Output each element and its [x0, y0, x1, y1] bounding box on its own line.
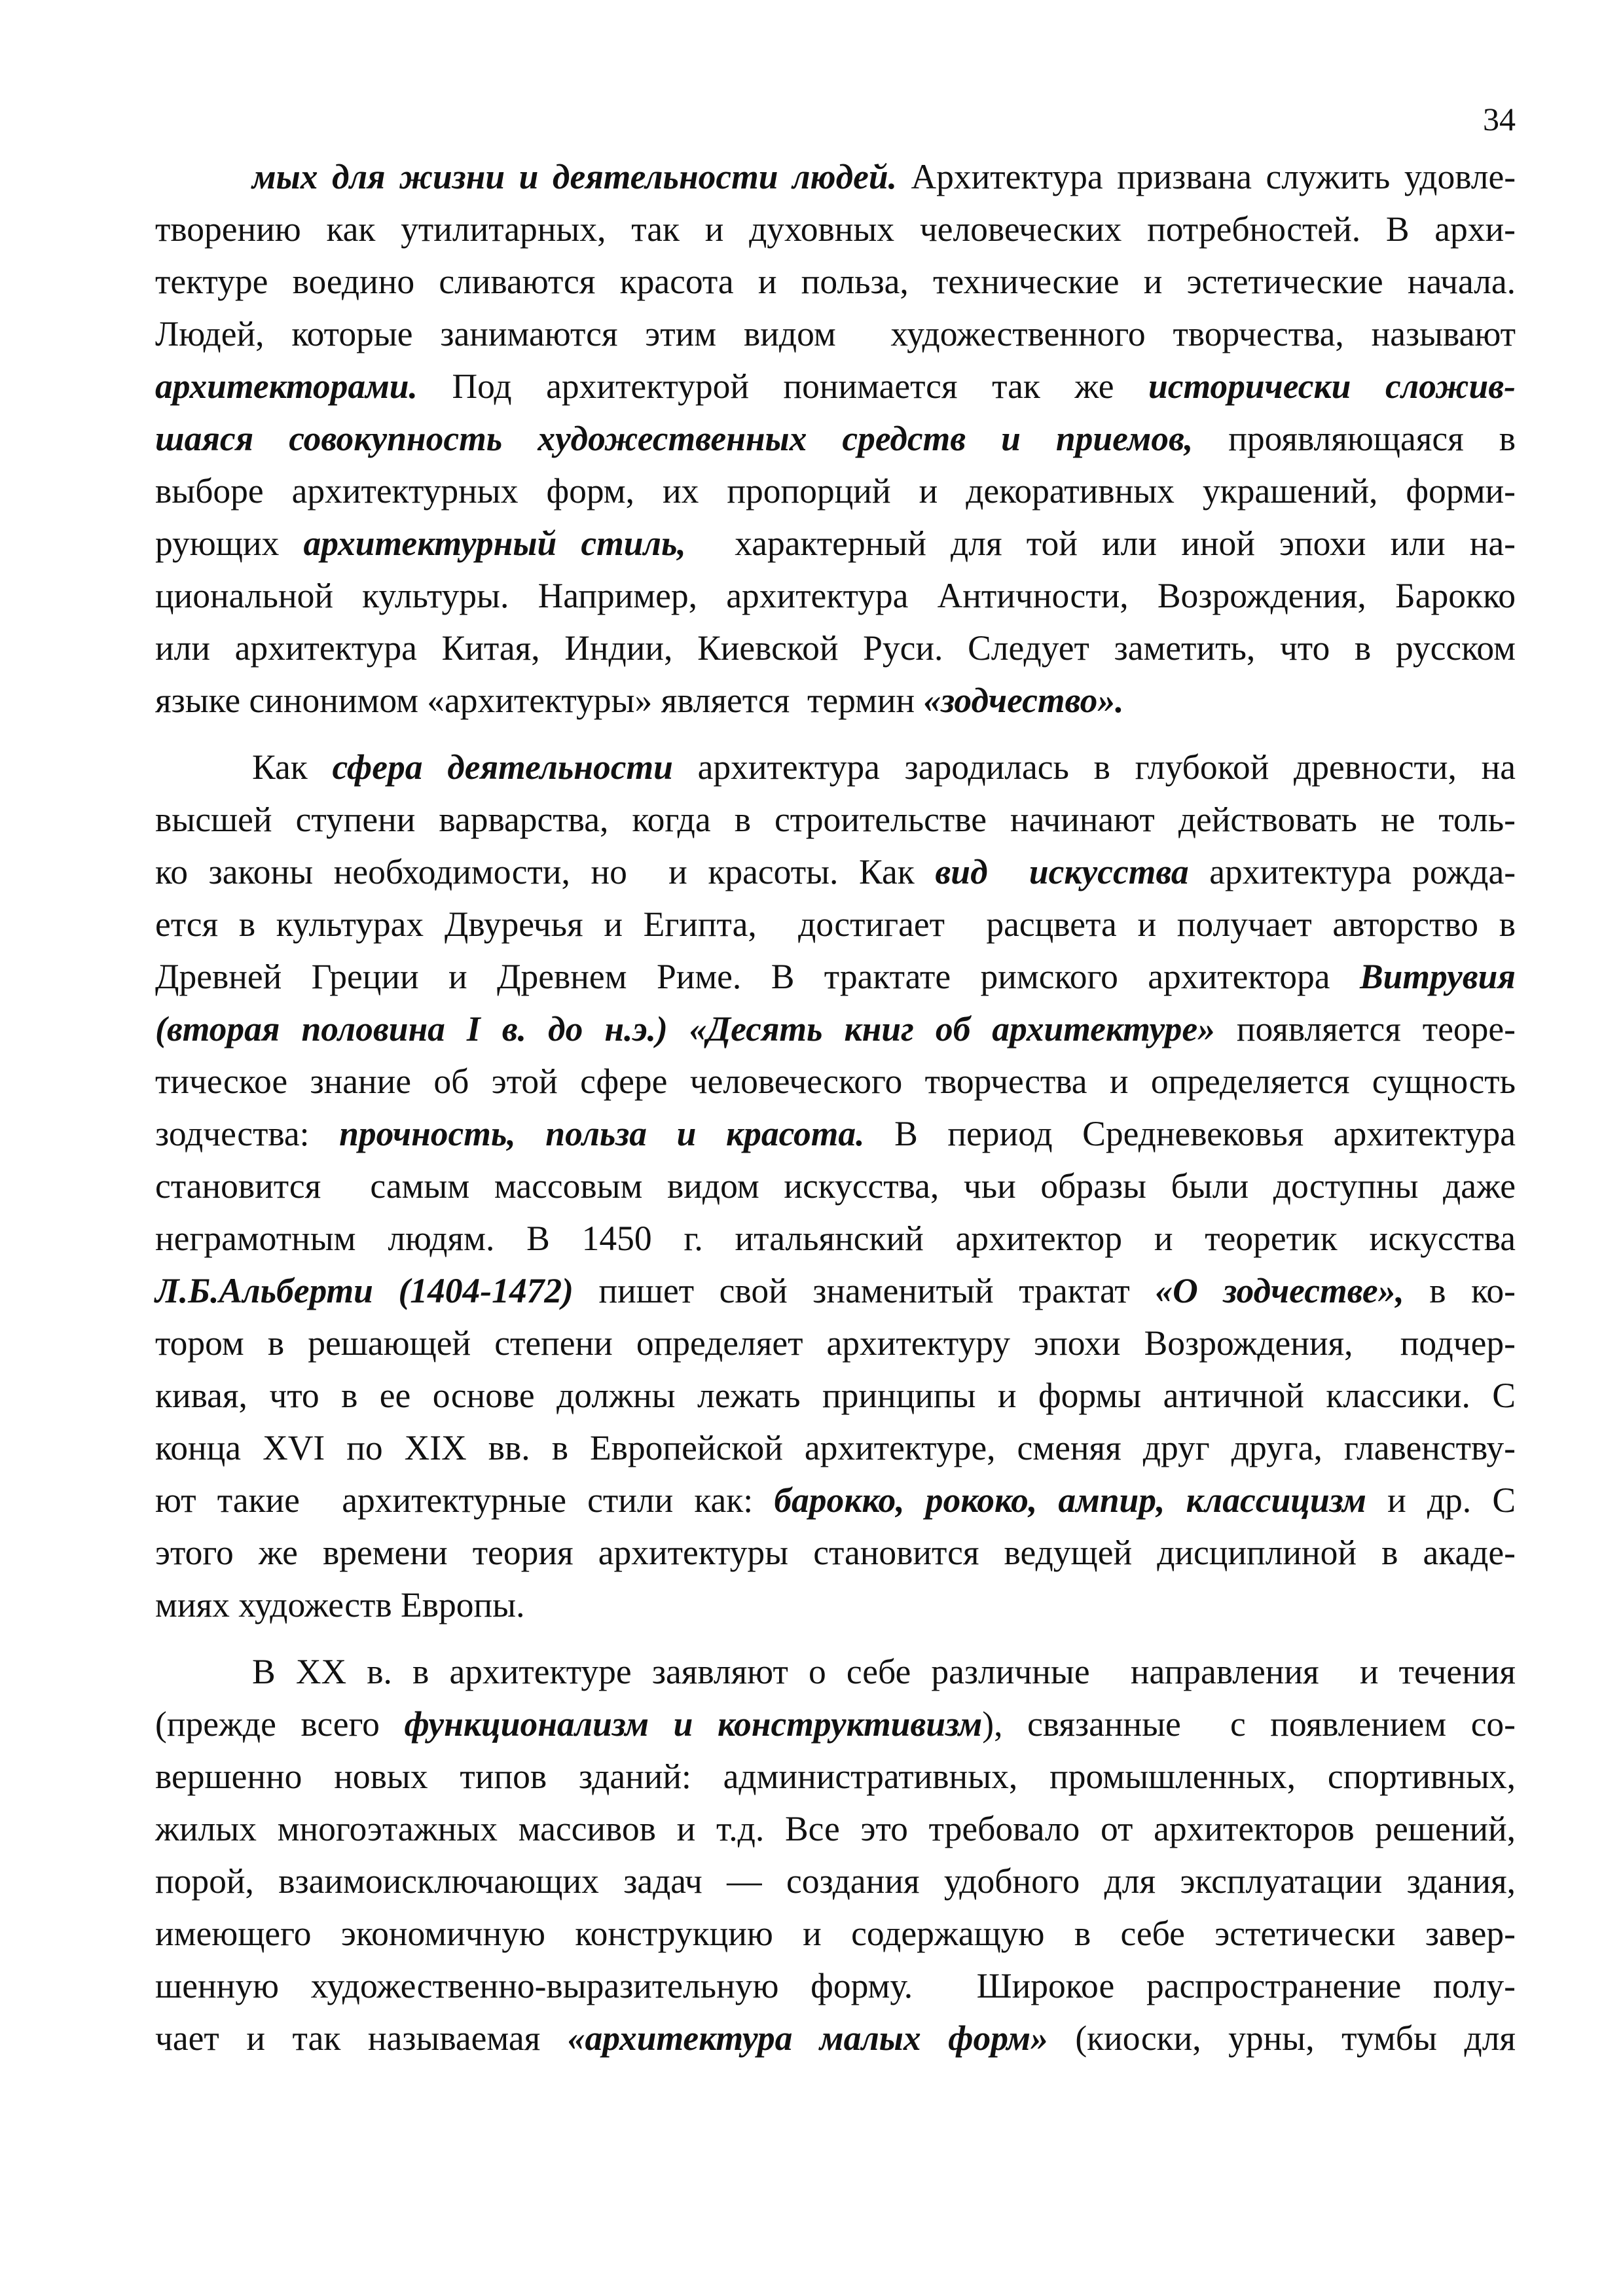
text-line: [155, 622, 1516, 674]
text-run: архитектура рожда-: [1188, 852, 1516, 891]
emphasized-term: архитекторами.: [155, 367, 418, 406]
text-run: архитектура зародилась в глубокой древности, на: [672, 747, 1516, 787]
document-body: [155, 151, 1516, 2064]
text-line: [155, 898, 1516, 950]
text-run: жилых многоэтажных массивов и т.д. Все это требовало от архитекторов решений,: [155, 1809, 1516, 1848]
emphasized-term: (вторая половина I в. до н.э.) «Десять книг об архитектуре»: [155, 1009, 1215, 1049]
text-line: [155, 1960, 1516, 2012]
emphasized-term: вид искусства: [935, 852, 1189, 891]
text-run: кивая, что в ее основе должны лежать принципы и формы античной классики. С: [155, 1376, 1516, 1415]
text-run: высшей ступени варварства, когда в строительстве начинают действовать не толь-: [155, 800, 1516, 839]
text-line: [155, 1160, 1516, 1212]
text-run: тором в решающей степени определяет архитектуру эпохи Возрождения, подчер-: [155, 1323, 1516, 1363]
paragraph-first-line: [155, 741, 1516, 793]
text-run: (прежде всего: [155, 1704, 405, 1744]
emphasized-term: функционализм и конструктивизм: [404, 1704, 983, 1744]
text-run: этого же времени теория архитектуры становится ведущей дисциплиной в акаде-: [155, 1533, 1516, 1572]
text-run: и др. С: [1366, 1480, 1516, 1520]
text-run: ют такие архитектурные стили как:: [155, 1480, 775, 1520]
text-line: [155, 1907, 1516, 1960]
text-line: [155, 255, 1516, 308]
text-run: зодчества:: [155, 1114, 340, 1153]
text-line: [155, 1526, 1516, 1579]
text-line: [155, 1474, 1516, 1526]
text-line: [155, 674, 1516, 726]
text-run: или архитектура Китая, Индии, Киевской Руси. Следует заметить, что в русском: [155, 628, 1516, 668]
text-line: [155, 950, 1516, 1003]
text-run: миях художеств Европы.: [155, 1585, 525, 1624]
text-run: имеющего экономичную конструкцию и содержащую в себе эстетически завер-: [155, 1914, 1516, 1953]
text-run: творению как утилитарных, так и духовных человеческих потребностей. В архи-: [155, 209, 1516, 249]
text-run: языке синонимом «архитектуры» является термин: [155, 681, 924, 720]
text-run: появляется теоре-: [1214, 1009, 1516, 1049]
text-run: В XX в. в архитектуре заявляют о себе различные направления и течения: [252, 1652, 1516, 1691]
text-run: тическое знание об этой сфере человеческого творчества и определяется сущность: [155, 1062, 1516, 1101]
text-run: ется в культурах Двуречья и Египта, достигает расцвета и получает авторство в: [155, 905, 1516, 944]
emphasized-term: «архитектура малых форм»: [567, 2018, 1048, 2058]
text-line: [155, 1803, 1516, 1855]
emphasized-term: сфера деятельности: [332, 747, 673, 787]
emphasized-term: Л.Б.Альберти (1404-1472): [155, 1271, 574, 1310]
text-run: рующих: [155, 524, 304, 563]
text-line: [155, 465, 1516, 517]
text-line: [155, 360, 1516, 412]
text-line: [155, 308, 1516, 360]
emphasized-term: Витрувия: [1359, 957, 1516, 996]
text-run: тектуре воедино сливаются красота и польза, технические и эстетические начала.: [155, 262, 1516, 301]
text-run: Древней Греции и Древнем Риме. В трактате римского архитектора: [155, 957, 1360, 996]
text-line: [155, 412, 1516, 465]
paragraph-first-line: [155, 151, 1516, 203]
text-run: проявляющаяся в: [1193, 419, 1516, 458]
emphasized-term: барокко, рококо, ампир, классицизм: [774, 1480, 1366, 1520]
text-line: [155, 1698, 1516, 1750]
text-run: неграмотным людям. В 1450 г. итальянский архитектор и теоретик искусства: [155, 1219, 1516, 1258]
emphasized-term: «О зодчестве»,: [1155, 1271, 1404, 1310]
emphasized-term: архитектурный стиль,: [303, 524, 686, 563]
text-run: чает и так называемая: [155, 2018, 568, 2058]
text-line: [155, 1750, 1516, 1803]
text-run: выборе архитектурных форм, их пропорций и декоративных украшений, форми-: [155, 471, 1516, 511]
emphasized-term: «зодчество».: [923, 681, 1124, 720]
text-run: порой, взаимоисключающих задач — создания удобного для эксплуатации здания,: [155, 1861, 1516, 1901]
text-run: Архитектура призвана служить удовле-: [897, 157, 1516, 196]
text-line: [155, 569, 1516, 622]
text-line: [155, 1317, 1516, 1369]
text-line: [155, 1212, 1516, 1265]
text-run: (киоски, урны, тумбы для: [1048, 2018, 1516, 2058]
text-run: характерный для той или иной эпохи или на-: [685, 524, 1516, 563]
text-run: ), связанные с появлением со-: [982, 1704, 1516, 1744]
text-line: [155, 203, 1516, 255]
text-line: [155, 1003, 1516, 1055]
text-run: циональной культуры. Например, архитектура Античности, Возрождения, Барокко: [155, 576, 1516, 615]
emphasized-term: мых для жизни и деятельности людей.: [252, 157, 897, 196]
text-line: [155, 846, 1516, 898]
text-line: [155, 1855, 1516, 1907]
text-line: [155, 1369, 1516, 1422]
emphasized-term: шаяся совокупность художественных средств и приемов,: [155, 419, 1194, 458]
text-line: [155, 1055, 1516, 1107]
text-line: [155, 1107, 1516, 1160]
text-line: [155, 2012, 1516, 2064]
text-run: вершенно новых типов зданий: административных, промышленных, спортивных,: [155, 1757, 1516, 1796]
text-line: [155, 517, 1516, 569]
text-line: [155, 1579, 1516, 1631]
text-run: становится самым массовым видом искусства, чьи образы были доступны даже: [155, 1166, 1516, 1206]
text-run: Под архитектурой понимается так же: [417, 367, 1148, 406]
text-run: конца XVI по XIX вв. в Европейской архитектуре, сменяя друг друга, главенству-: [155, 1428, 1516, 1467]
text-run: в ко-: [1404, 1271, 1516, 1310]
page-number: 34: [1483, 101, 1516, 137]
text-run: Как: [252, 747, 333, 787]
text-run: Людей, которые занимаются этим видом художественного творчества, называют: [155, 314, 1516, 353]
text-run: ко законы необходимости, но и красоты. Как: [155, 852, 936, 891]
paragraph-first-line: [155, 1645, 1516, 1698]
text-line: [155, 1422, 1516, 1474]
text-run: пишет свой знаменитый трактат: [573, 1271, 1156, 1310]
emphasized-term: прочность, польза и красота.: [339, 1114, 865, 1153]
emphasized-term: исторически сложив-: [1148, 367, 1516, 406]
text-line: [155, 1265, 1516, 1317]
text-run: шенную художественно-выразительную форму. Широкое распространение полу-: [155, 1966, 1516, 2005]
text-line: [155, 793, 1516, 846]
text-run: В период Средневековья архитектура: [864, 1114, 1516, 1153]
